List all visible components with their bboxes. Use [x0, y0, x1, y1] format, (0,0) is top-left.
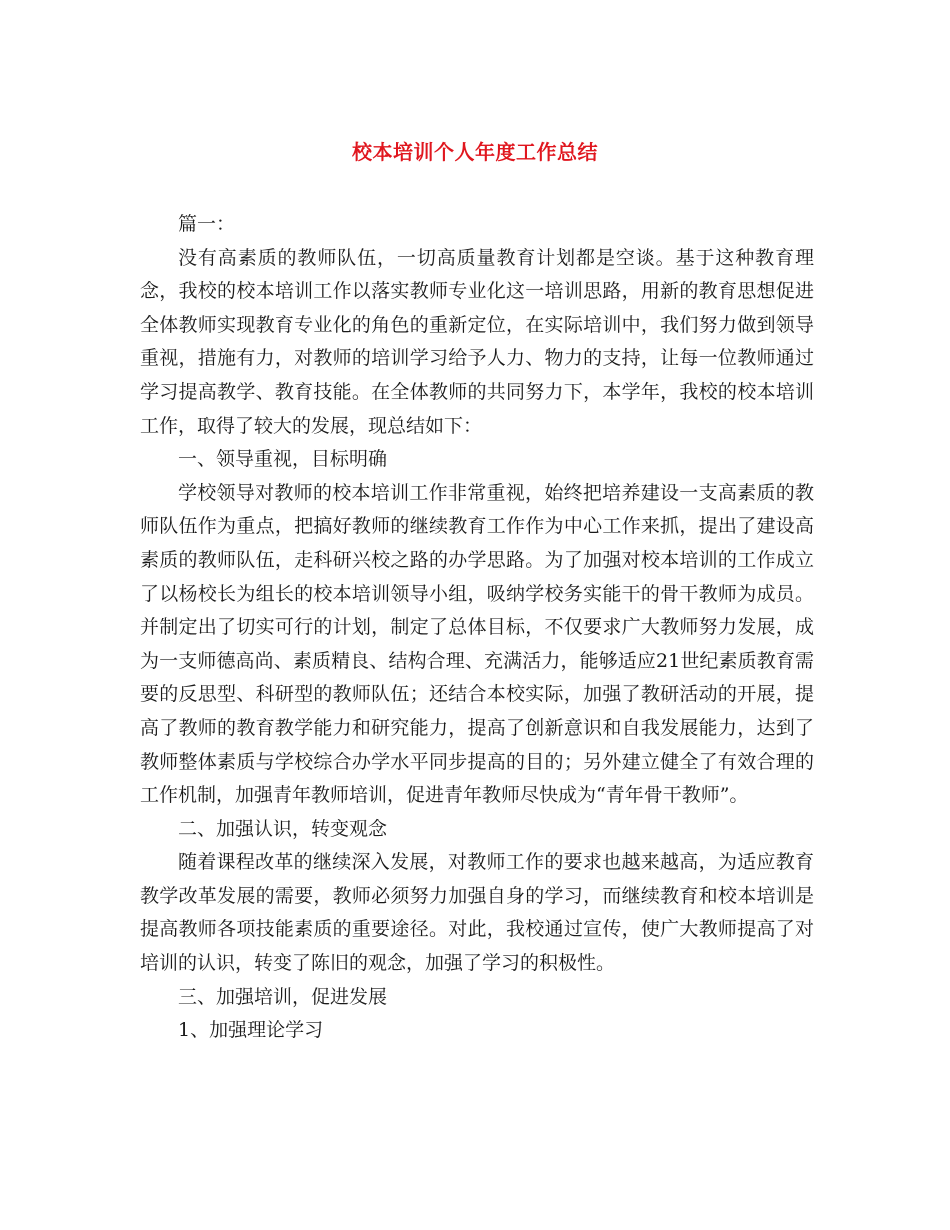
section-heading: 三、加强培训，促进发展 [178, 985, 388, 1008]
body-paragraph: 没有高素质的教师队伍，一切高质量教育计划都是空谈。基于这种教育理念，我校的校本培训工作以落实教师专业化这一培训思路，用新的教育思想促进全体教师实现教育专业化的角色的重新定位，在实际培训中，我们努力做到领导重视，措施有力，对教师的培训学习给予人力、物力的支持，让每一位教师通过学习提高教学、教育技能。在全体教师的共同努力下，本学年，我校的校本培训工作，取得了较大的发展，现总结如下： [140, 246, 814, 437]
document-title: 校本培训个人年度工作总结 [352, 140, 598, 164]
body-paragraph: 随着课程改革的继续深入发展，对教师工作的要求也越来越高，为适应教育教学改革发展的需要，教师必须努力加强自身的学习，而继续教育和校本培训是提高教师各项技能素质的重要途径。对此，我校通过宣传，使广大教师提高了对培训的认识，转变了陈旧的观念，加强了学习的积极性。 [140, 851, 814, 975]
body-paragraph: 学校领导对教师的校本培训工作非常重视，始终把培养建设一支高素质的教师队伍作为重点，把搞好教师的继续教育工作作为中心工作来抓，提出了建设高素质的教师队伍，走科研兴校之路的办学思路。为了加强对校本培训的工作成立了以杨校长为组长的校本培训领导小组，吸纳学校务实能干的骨干教师为成员。并制定出了切实可行的计划，制定了总体目标，不仅要求广大教师努力发展，成为一支师德高尚、素质精良、结构合理、充满活力，能够适应21世纪素质教育需要的反思型、科研型的教师队伍；还结合本校实际，加强了教研活动的开展，提高了教师的教育教学能力和研究能力，提高了创新意识和自我发展能力，达到了教师整体素质与学校综合办学水平同步提高的目的；另外建立健全了有效合理的工作机制，加强青年教师培训，促进青年教师尽快成为“青年骨干教师”。 [140, 481, 814, 807]
document-body [140, 208, 814, 1048]
section-label: 篇一： [178, 213, 236, 235]
section-heading: 二、加强认识，转变观念 [178, 817, 388, 840]
section-heading: 一、领导重视，目标明确 [178, 448, 388, 471]
subsection-heading: 1、加强理论学习 [178, 1019, 324, 1042]
